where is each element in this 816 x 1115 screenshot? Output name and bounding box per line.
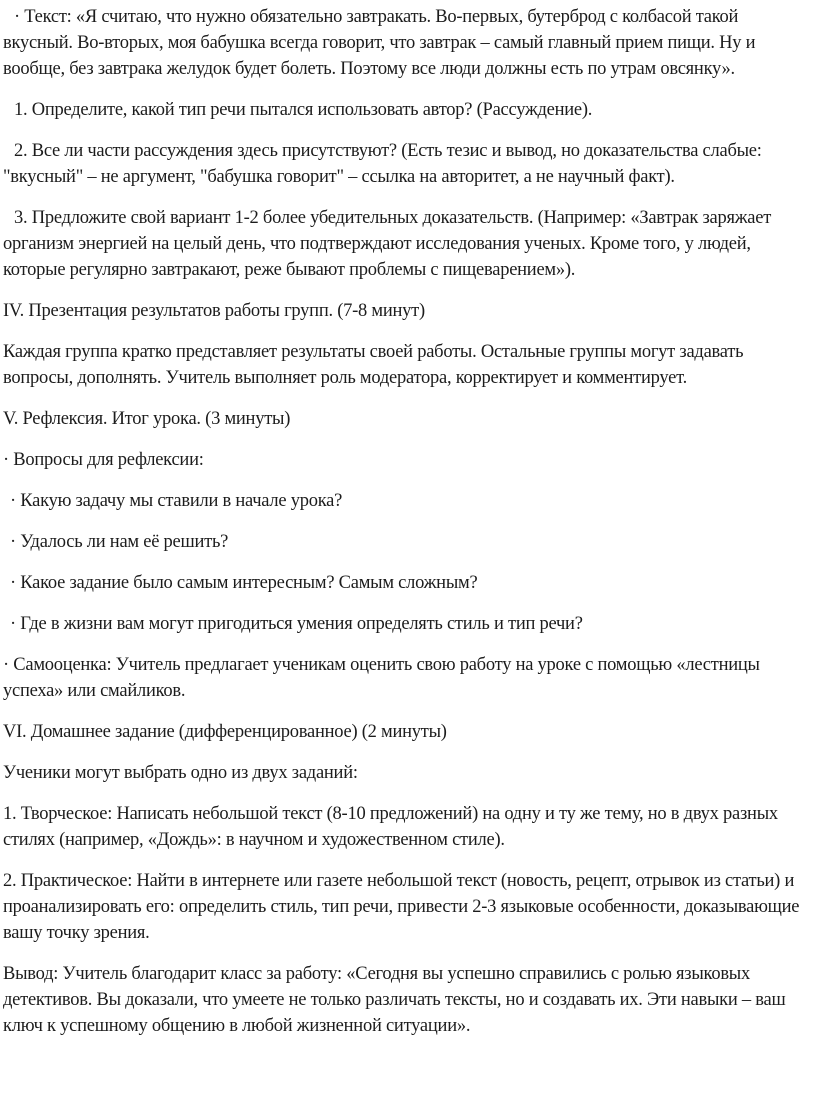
heading-section-reflection: V. Рефлексия. Итог урока. (3 минуты) xyxy=(3,409,291,429)
heading-section-presentation: IV. Презентация результатов работы групп. (7-8 минут) xyxy=(3,301,425,321)
paragraph-task-1: 1. Определите, какой тип речи пытался использовать автор? (Рассуждение). xyxy=(14,100,593,120)
paragraph-self-assessment: · Самооценка: Учитель предлагает ученикам оценить свою работу на уроке с помощью «лестницы успеха» или смайликов. xyxy=(3,655,760,701)
paragraph-task-3: 3. Предложите свой вариант 1-2 более убедительных доказательств. (Например: «Завтрак заряжает организм энергией на целый день, что подтверждают исследования ученых. Кроме того, у людей, которые регулярно завтракают, реже бывают проблемы с пищеварением»). xyxy=(3,208,772,280)
paragraph-reflection-question-3: · Какое задание было самым интересным? Самым сложным? xyxy=(10,573,478,593)
paragraph-presentation-description: Каждая группа кратко представляет результаты своей работы. Остальные группы могут задавать вопросы, дополнять. Учитель выполняет роль модератора, корректирует и комментирует. xyxy=(3,342,744,388)
paragraph-reflection-questions-label: · Вопросы для рефлексии: xyxy=(3,450,204,470)
paragraph-conclusion: Вывод: Учитель благодарит класс за работу: «Сегодня вы успешно справились с ролью языковых детективов. Вы доказали, что умеете не только различать тексты, но и создавать их. Эти навыки – ваш ключ к успешному общению в любой жизненной ситуации». xyxy=(3,964,786,1036)
paragraph-homework-intro: Ученики могут выбрать одно из двух заданий: xyxy=(3,763,358,783)
paragraph-task-2: 2. Все ли части рассуждения здесь присутствуют? (Есть тезис и вывод, но доказательства слабые: "вкусный" – не аргумент, "бабушка говорит" – ссылка на авторитет, а не научный факт). xyxy=(3,141,762,187)
paragraph-reflection-question-4: · Где в жизни вам могут пригодиться умения определять стиль и тип речи? xyxy=(10,614,583,634)
paragraph-reflection-question-1: · Какую задачу мы ставили в начале урока? xyxy=(10,491,343,511)
heading-section-homework: VI. Домашнее задание (дифференцированное) (2 минуты) xyxy=(3,722,447,742)
paragraph-homework-option-2: 2. Практическое: Найти в интернете или газете небольшой текст (новость, рецепт, отрывок из статьи) и проанализировать его: определить стиль, тип речи, привести 2-3 языковые особенности, доказывающие вашу точку зрения. xyxy=(3,871,800,943)
paragraph-sample-text: · Текст: «Я считаю, что нужно обязательно завтракать. Во-первых, бутерброд с колбасой такой вкусный. Во-вторых, моя бабушка всегда говорит, что завтрак – самый главный прием пищи. Ну и вообще, без завтрака желудок будет болеть. Поэтому все люди должны есть по утрам овсянку». xyxy=(3,7,756,79)
paragraph-homework-option-1: 1. Творческое: Написать небольшой текст (8-10 предложений) на одну и ту же тему, но в двух разных стилях (например, «Дождь»: в научном и художественном стиле). xyxy=(3,804,778,850)
paragraph-reflection-question-2: · Удалось ли нам её решить? xyxy=(10,532,229,552)
